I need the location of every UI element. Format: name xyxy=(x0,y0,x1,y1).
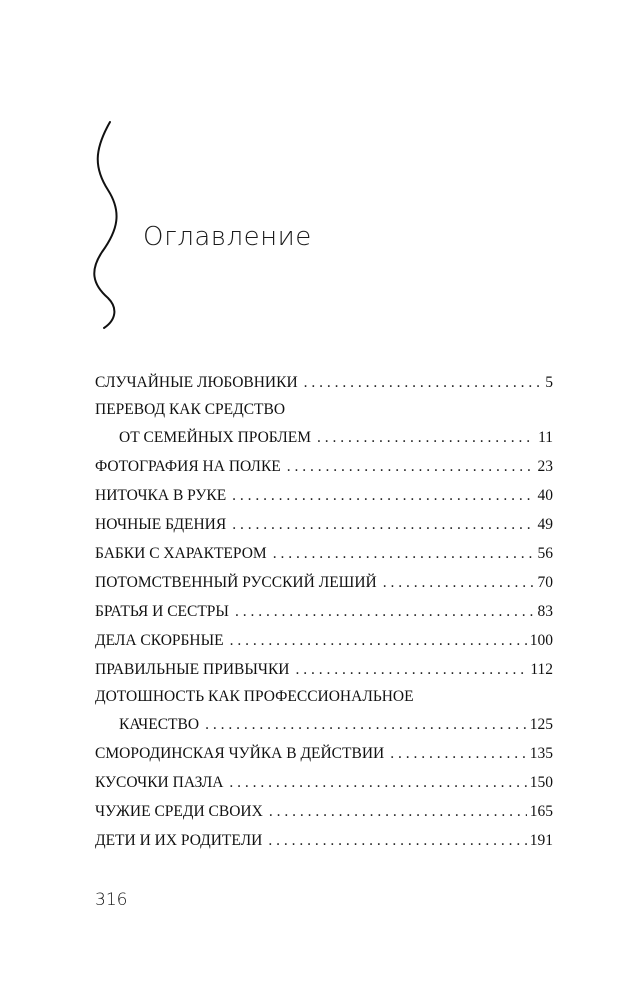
toc-entry-line xyxy=(95,797,553,826)
toc-dot-leader xyxy=(273,539,535,568)
toc-entry-title: ДЕТИ И ИХ РОДИТЕЛИ xyxy=(95,832,263,849)
toc-entry-title: ПРАВИЛЬНЫЕ ПРИВЫЧКИ xyxy=(95,661,290,678)
toc-entry-line xyxy=(95,710,553,739)
toc-entry-title: ФОТОГРАФИЯ НА ПОЛКЕ xyxy=(95,458,281,475)
toc-entry-line xyxy=(95,481,553,510)
page-heading: Оглавление xyxy=(143,222,312,252)
toc-entry-title: ПЕРЕВОД КАК СРЕДСТВО xyxy=(95,401,286,418)
toc-entry-title: СМОРОДИНСКАЯ ЧУЙКА В ДЕЙСТВИИ xyxy=(95,745,385,762)
toc-dot-leader xyxy=(383,568,535,597)
table-of-contents xyxy=(95,368,553,855)
toc-entry xyxy=(95,626,553,655)
toc-entry xyxy=(95,684,553,739)
toc-entry-title: БАБКИ С ХАРАКТЕРОМ xyxy=(95,545,267,562)
toc-dot-leader xyxy=(296,655,528,684)
toc-dot-leader xyxy=(269,797,527,826)
toc-entry-page: 191 xyxy=(529,832,553,849)
toc-entry-line xyxy=(95,568,553,597)
toc-entry-page: 70 xyxy=(537,574,553,591)
toc-entry-line xyxy=(95,826,553,855)
toc-entry-page: 165 xyxy=(529,803,553,820)
toc-entry-page: 23 xyxy=(537,458,553,475)
toc-entry-line xyxy=(95,368,553,397)
toc-entry-line xyxy=(95,397,553,423)
toc-entry-title: ЧУЖИЕ СРЕДИ СВОИХ xyxy=(95,803,263,820)
toc-entry xyxy=(95,452,553,481)
toc-entry xyxy=(95,539,553,568)
toc-dot-leader xyxy=(304,368,543,397)
toc-entry xyxy=(95,655,553,684)
page-number: 316 xyxy=(95,890,128,910)
toc-entry-page: 56 xyxy=(537,545,553,562)
toc-entry-line xyxy=(95,597,553,626)
toc-entry-line xyxy=(95,510,553,539)
toc-entry xyxy=(95,568,553,597)
toc-entry-title: НИТОЧКА В РУКЕ xyxy=(95,487,227,504)
toc-entry xyxy=(95,768,553,797)
toc-dot-leader xyxy=(230,626,527,655)
toc-entry xyxy=(95,481,553,510)
toc-entry-title: СЛУЧАЙНЫЕ ЛЮБОВНИКИ xyxy=(95,374,298,391)
toc-entry xyxy=(95,368,553,397)
toc-entry-line xyxy=(95,684,553,710)
toc-dot-leader xyxy=(268,826,526,855)
toc-entry-line xyxy=(95,626,553,655)
toc-entry-line xyxy=(95,768,553,797)
toc-entry-title: ДЕЛА СКОРБНЫЕ xyxy=(95,632,224,649)
toc-entry-title: ДОТОШНОСТЬ КАК ПРОФЕССИОНАЛЬНОЕ xyxy=(95,688,414,705)
toc-dot-leader xyxy=(235,597,535,626)
toc-entry xyxy=(95,797,553,826)
toc-entry-page: 112 xyxy=(530,661,553,678)
toc-entry xyxy=(95,826,553,855)
toc-entry-page: 150 xyxy=(529,774,553,791)
toc-entry xyxy=(95,397,553,452)
toc-dot-leader xyxy=(317,423,535,452)
decorative-wave-ornament xyxy=(88,120,124,330)
toc-entry-line xyxy=(95,655,553,684)
toc-entry-title: ОТ СЕМЕЙНЫХ ПРОБЛЕМ xyxy=(119,429,312,446)
toc-entry-line xyxy=(95,452,553,481)
toc-dot-leader xyxy=(229,768,526,797)
toc-entry-title: НОЧНЫЕ БДЕНИЯ xyxy=(95,516,227,533)
toc-entry-title: КУСОЧКИ ПАЗЛА xyxy=(95,774,224,791)
toc-dot-leader xyxy=(232,481,534,510)
toc-entry-title: КАЧЕСТВО xyxy=(119,716,200,733)
toc-entry-page: 11 xyxy=(538,429,553,446)
toc-dot-leader xyxy=(205,710,527,739)
toc-entry-page: 83 xyxy=(537,603,553,620)
toc-entry-page: 49 xyxy=(537,516,553,533)
toc-dot-leader xyxy=(390,739,527,768)
toc-entry-page: 40 xyxy=(537,487,553,504)
toc-entry-page: 125 xyxy=(529,716,553,733)
toc-entry-title: ПОТОМСТВЕННЫЙ РУССКИЙ ЛЕШИЙ xyxy=(95,574,377,591)
toc-dot-leader xyxy=(287,452,535,481)
toc-entry-page: 5 xyxy=(545,374,553,391)
toc-entry-line xyxy=(95,539,553,568)
toc-entry xyxy=(95,510,553,539)
toc-entry-page: 135 xyxy=(529,745,553,762)
toc-entry-line xyxy=(95,739,553,768)
toc-entry xyxy=(95,739,553,768)
toc-entry-page: 100 xyxy=(529,632,553,649)
toc-entry-title: БРАТЬЯ И СЕСТРЫ xyxy=(95,603,229,620)
toc-entry-line xyxy=(95,423,553,452)
toc-dot-leader xyxy=(232,510,534,539)
toc-entry xyxy=(95,597,553,626)
